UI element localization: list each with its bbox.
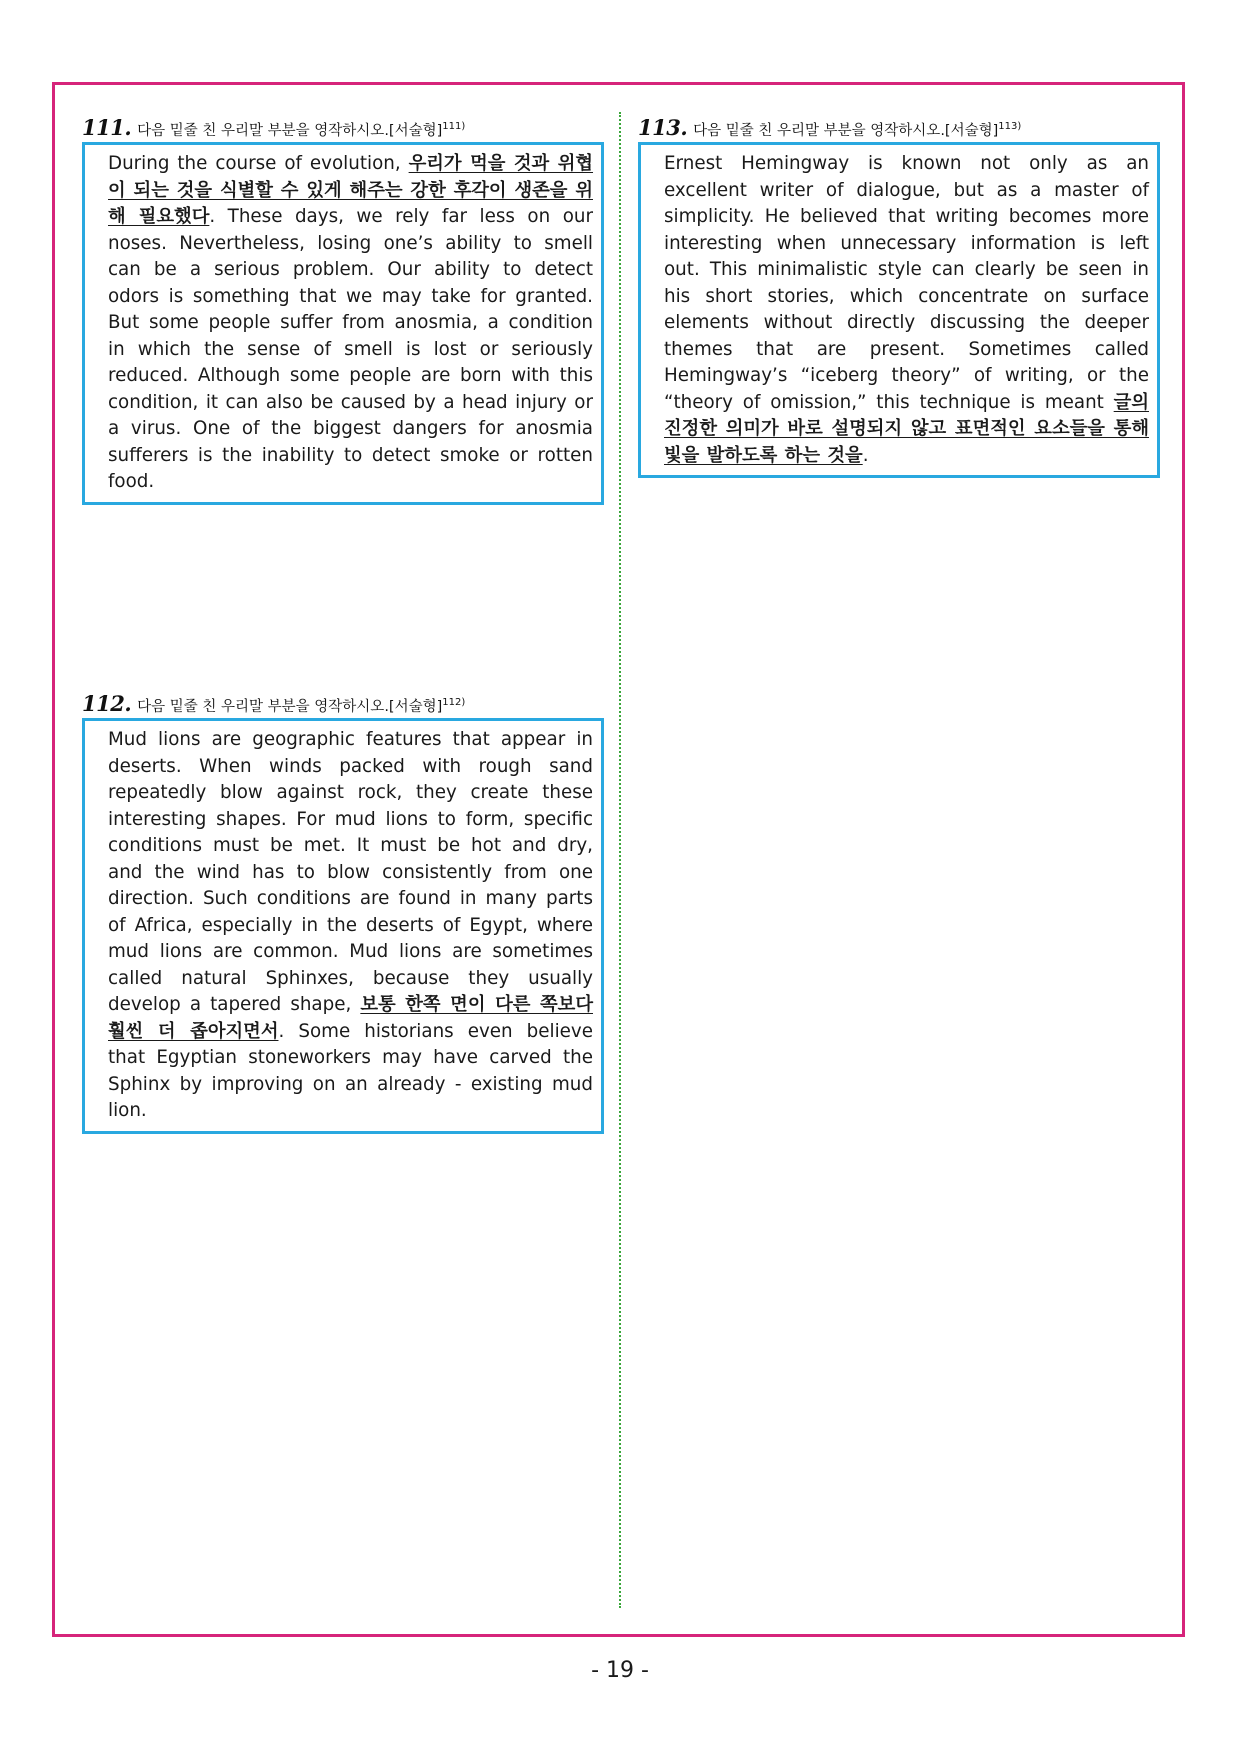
footnote-ref: 111)	[442, 121, 466, 132]
underlined-korean-text: 우리가 먹을 것과 위협이 되는 것을 식별할 수 있게 해주는 강한 후각이 생존을 위해 필요했다	[108, 153, 594, 227]
question-111	[82, 114, 604, 505]
footnote-ref: 113)	[998, 121, 1022, 132]
passage-segment: . Some historians even believe that Egyptian stoneworkers may have carved the Sphinx by improving on an already - existing mud lion.	[108, 1020, 593, 1121]
question-instruction: 다음 밑줄 친 우리말 부분을 영작하시오.[서술형]	[137, 698, 443, 715]
passage-segment: During the course of evolution,	[108, 153, 409, 174]
column-divider	[619, 112, 621, 1608]
passage-segment: .	[862, 444, 869, 466]
question-number: 112.	[82, 690, 132, 716]
passage-box	[638, 142, 1160, 478]
question-header	[82, 114, 604, 140]
question-instruction: 다음 밑줄 친 우리말 부분을 영작하시오.[서술형]	[137, 122, 443, 139]
page-number: - 19 -	[591, 1658, 649, 1683]
passage-segment: . These days, we rely far less on our noses. Nevertheless, losing one’s ability to smell can be a serious problem. Our ability to detect odors is something that we may take for granted. But some people suffer from anosmia, a condition in which the sense of smell is lost or seriously reduced. Although some people are born with this condition, it can also be caused by a head injury or a virus. One of the biggest dangers for anosmia sufferers is the inability to detect smoke or rotten food.	[108, 206, 593, 492]
passage-segment: Mud lions are geographic features that appear in deserts. When winds packed with rough sand repeatedly blow against rock, they create these interesting shapes. For mud lions to form, specific conditions must be met. It must be hot and dry, and the wind has to blow consistently from one direction. Such conditions are found in many parts of Africa, especially in the deserts of Egypt, where mud lions are common. Mud lions are sometimes called natural Sphinxes, because they usually develop a tapered shape,	[108, 729, 593, 1015]
question-number: 111.	[82, 114, 132, 140]
passage-text	[94, 151, 593, 496]
passage-text	[94, 727, 593, 1125]
underlined-korean-text: 글의 진정한 의미가 바로 설명되지 않고 표면적인 요소들을 통해 빛을 발하도록 하는 것을	[664, 391, 1149, 466]
question-header	[638, 114, 1160, 140]
passage-box	[82, 718, 604, 1134]
footnote-ref: 112)	[442, 697, 466, 708]
passage-segment: Ernest Hemingway is known not only as an excellent writer of dialogue, but as a master of simplicity. He believed that writing becomes more interesting when unnecessary information is left out. This minimalistic style can clearly be seen in his short stories, which concentrate on surface elements without directly discussing the deeper themes that are present. Sometimes called Hemingway’s “iceberg theory” of writing, or the “theory of omission,” this technique is meant	[664, 153, 1149, 413]
passage-text	[650, 151, 1149, 469]
question-header	[82, 690, 604, 716]
question-113	[638, 114, 1160, 478]
question-number: 113.	[638, 114, 688, 140]
question-112	[82, 690, 604, 1134]
underlined-korean-text: 보통 한쪽 면이 다른 쪽보다 훨씬 더 좁아지면서	[108, 994, 593, 1042]
passage-box	[82, 142, 604, 505]
question-instruction: 다음 밑줄 친 우리말 부분을 영작하시오.[서술형]	[693, 122, 999, 139]
